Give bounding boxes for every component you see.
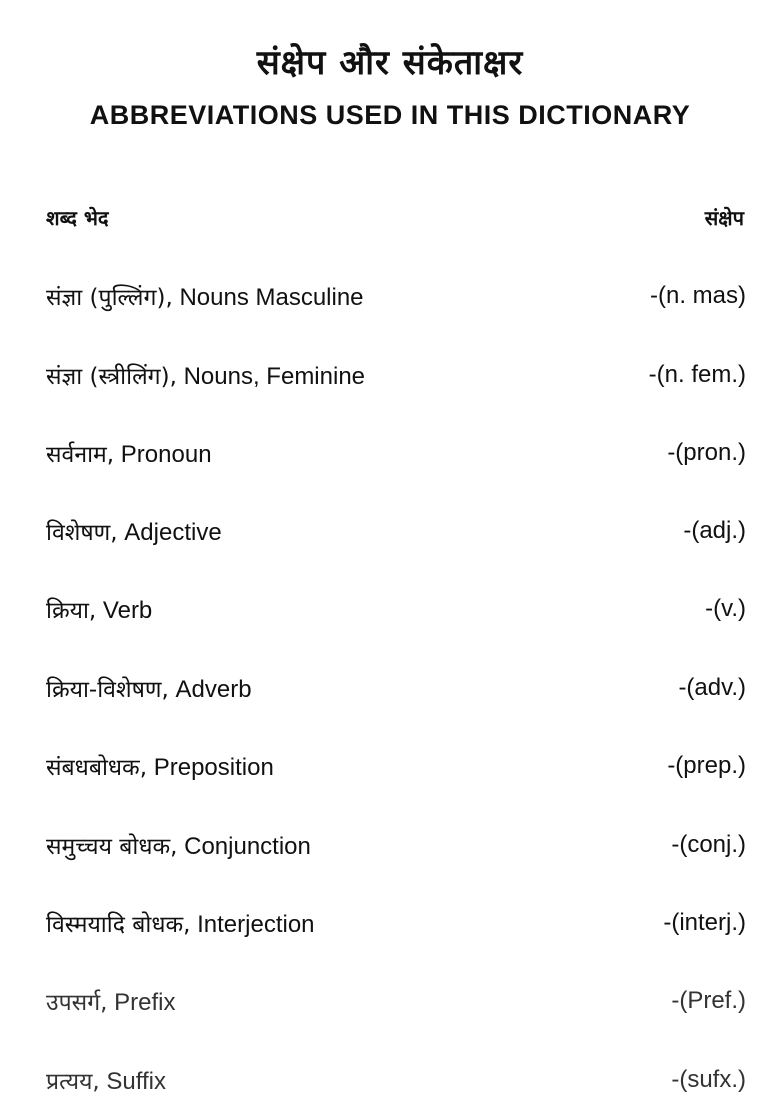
abbreviation: -(interj.) bbox=[663, 909, 746, 936]
column-header-abbreviation: संक्षेप bbox=[704, 206, 744, 230]
term-english: Suffix bbox=[106, 1068, 167, 1095]
term-english: Adverb bbox=[175, 676, 252, 703]
abbreviation: -(v.) bbox=[705, 595, 746, 622]
abbreviation-row bbox=[46, 746, 746, 786]
abbreviation-row bbox=[46, 981, 746, 1021]
term-english: Nouns, Feminine bbox=[183, 363, 366, 390]
abbreviation-row bbox=[46, 1060, 746, 1100]
abbreviation: -(prep.) bbox=[667, 752, 746, 779]
abbreviation: -(adv.) bbox=[678, 674, 746, 701]
abbreviation: -(pron.) bbox=[667, 439, 746, 466]
term-english: Prefix bbox=[114, 989, 176, 1016]
term-english: Preposition bbox=[153, 754, 274, 781]
abbreviation-row bbox=[46, 355, 746, 395]
abbreviation-row bbox=[46, 511, 746, 551]
abbreviation-row bbox=[46, 589, 746, 629]
term-english: Verb bbox=[102, 597, 153, 624]
term-english: Adjective bbox=[124, 519, 222, 546]
term bbox=[46, 437, 212, 469]
term bbox=[46, 359, 365, 391]
abbreviation-row bbox=[46, 276, 746, 316]
term bbox=[46, 672, 252, 704]
term-hindi: सर्वनाम, bbox=[46, 442, 115, 468]
term-hindi: उपसर्ग, bbox=[46, 990, 108, 1016]
term-english: Conjunction bbox=[184, 833, 311, 860]
term-english: Nouns Masculine bbox=[179, 284, 364, 311]
term-hindi: संज्ञा (स्त्रीलिंग), bbox=[46, 364, 177, 390]
abbreviation: -(n. fem.) bbox=[648, 361, 746, 388]
term bbox=[46, 907, 315, 939]
abbreviation-row bbox=[46, 903, 746, 943]
abbreviation: -(sufx.) bbox=[671, 1066, 746, 1093]
term bbox=[46, 515, 222, 547]
abbreviation: -(n. mas) bbox=[650, 282, 746, 309]
term-hindi: संज्ञा (पुल्लिंग), bbox=[46, 285, 173, 311]
term-hindi: क्रिया-विशेषण, bbox=[46, 677, 169, 703]
page-title-hindi: संक्षेप और संकेताक्षर bbox=[256, 43, 524, 83]
term-hindi: क्रिया, bbox=[46, 598, 97, 624]
abbreviation-row bbox=[46, 668, 746, 708]
term-english: Interjection bbox=[197, 911, 315, 938]
term bbox=[46, 593, 152, 625]
term bbox=[46, 280, 364, 312]
abbreviation-row bbox=[46, 825, 746, 865]
abbreviation: -(conj.) bbox=[671, 831, 746, 858]
term-hindi: समुच्चय बोधक, bbox=[46, 834, 178, 860]
term bbox=[46, 985, 176, 1017]
term bbox=[46, 750, 274, 782]
abbreviation: -(adj.) bbox=[683, 517, 746, 544]
term-english: Pronoun bbox=[120, 441, 212, 468]
term bbox=[46, 1064, 166, 1096]
term-hindi: प्रत्यय, bbox=[46, 1069, 100, 1095]
page-title-english: ABBREVIATIONS USED IN THIS DICTIONARY bbox=[89, 100, 691, 130]
term-hindi: विस्मयादि बोधक, bbox=[46, 912, 191, 938]
term-hindi: संबधबोधक, bbox=[46, 755, 148, 781]
term-hindi: विशेषण, bbox=[46, 520, 118, 546]
abbreviation: -(Pref.) bbox=[671, 987, 746, 1014]
term bbox=[46, 829, 311, 861]
column-header-part-of-speech: शब्द भेद bbox=[46, 206, 109, 230]
abbreviation-row bbox=[46, 433, 746, 473]
